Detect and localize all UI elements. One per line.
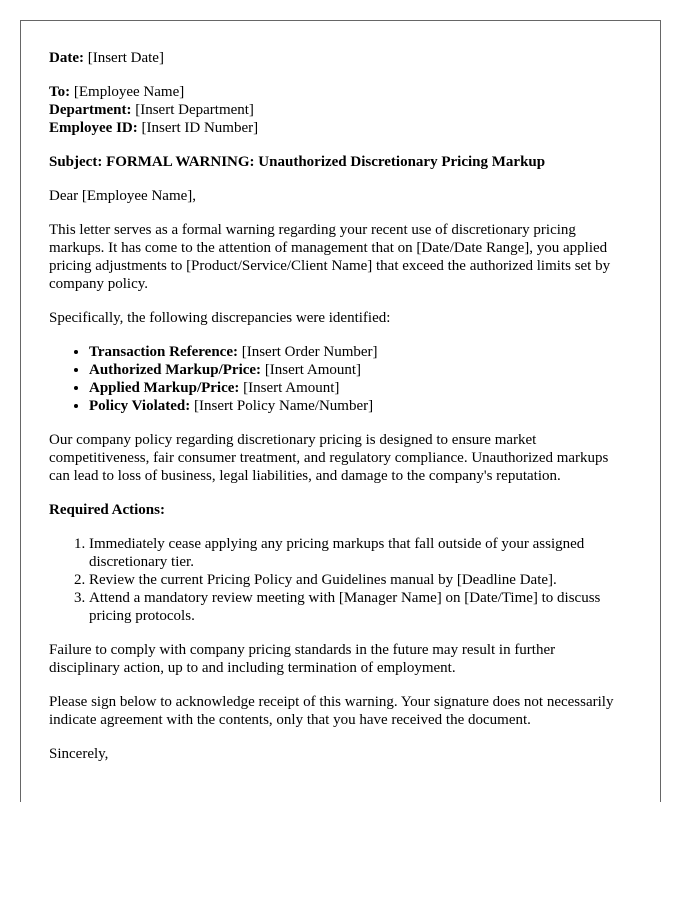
list-item: 2. Review the current Pricing Policy and Guidelines manual by [Deadline Date]. <box>89 571 629 589</box>
list-item <box>89 361 629 379</box>
date-block <box>49 49 629 67</box>
recipient-block <box>49 83 629 137</box>
paragraph-consequences: Failure to comply with company pricing standards in the future may result in further disciplinary action, up to and including termination of employment. <box>49 642 556 676</box>
list-item <box>89 397 629 415</box>
department-line <box>49 101 629 119</box>
employee-id-line <box>49 119 629 137</box>
employee-id-value: [Insert ID Number] <box>137 120 259 136</box>
discrepancy-value: [Insert Order Number] <box>237 344 378 360</box>
paragraph-policy: Our company policy regarding discretionary pricing is designed to ensure market competitiveness, fair consumer treatment, and regulatory compliance. Unauthorized markups can lead to loss of business, legal liabilities, and damage to the company's reputation. <box>49 432 609 484</box>
department-label: Department: <box>49 102 132 118</box>
to-label: To: <box>49 84 71 100</box>
list-item <box>89 343 629 361</box>
list-item: 3. Attend a mandatory review meeting with [Manager Name] on [Date/Time] to discuss pricing protocols. <box>89 589 629 625</box>
discrepancy-value: [Insert Policy Name/Number] <box>190 398 374 414</box>
date-value: [Insert Date] <box>83 50 164 66</box>
salutation: Dear [Employee Name], <box>49 188 197 204</box>
subject-line: Subject: FORMAL WARNING: Unauthorized Discretionary Pricing Markup <box>49 154 546 170</box>
to-line <box>49 83 629 101</box>
discrepancy-value: [Insert Amount] <box>239 380 340 396</box>
department-value: [Insert Department] <box>131 102 254 118</box>
list-item: 1. Immediately cease applying any pricing markups that fall outside of your assigned discretionary tier. <box>89 535 629 571</box>
required-actions-list <box>49 535 629 625</box>
to-value: [Employee Name] <box>70 84 185 100</box>
paragraph-discrepancies-intro: Specifically, the following discrepancies were identified: <box>49 310 391 326</box>
closing: Sincerely, <box>49 746 109 762</box>
paragraph-acknowledgement: Please sign below to acknowledge receipt of this warning. Your signature does not necessarily indicate agreement with the contents, only that you have received the document. <box>49 694 614 728</box>
discrepancy-value: [Insert Amount] <box>261 362 362 378</box>
letter-content <box>49 49 629 763</box>
list-item <box>89 379 629 397</box>
date-label: Date: <box>49 50 84 66</box>
discrepancy-label: Transaction Reference: <box>89 344 238 360</box>
paragraph-intro: This letter serves as a formal warning regarding your recent use of discretionary pricing markups. It has come to the attention of management that on [Date/Date Range], you applied pricing adjustments to [Product/Service/Client Name] that exceed the authorized limits set by company policy. <box>49 222 611 292</box>
discrepancy-label: Authorized Markup/Price: <box>89 362 262 378</box>
discrepancy-list <box>49 343 629 415</box>
required-actions-heading: Required Actions: <box>49 502 165 518</box>
letter-page <box>20 20 661 802</box>
employee-id-label: Employee ID: <box>49 120 138 136</box>
discrepancy-label: Policy Violated: <box>89 398 191 414</box>
date-line <box>49 49 629 67</box>
discrepancy-label: Applied Markup/Price: <box>89 380 240 396</box>
